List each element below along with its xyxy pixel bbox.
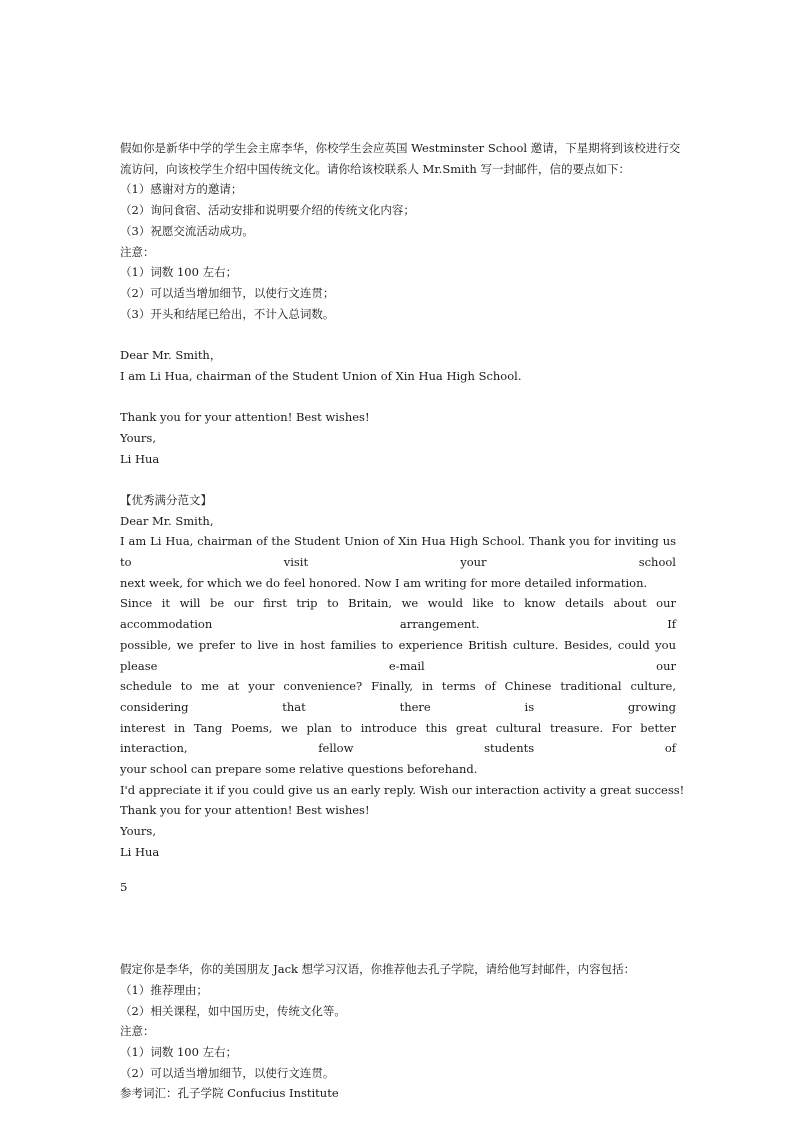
task1-note-2: （2）可以适当增加细节，以使行文连贯；: [120, 285, 335, 300]
sample-heading: 【优秀满分范文】: [120, 492, 212, 507]
task1-note-heading: 注意：: [120, 244, 155, 259]
spacer: [120, 386, 676, 407]
task1-point-3: （3）祝愿交流活动成功。: [120, 223, 254, 238]
letter-closing: Thank you for your attention! Best wishes!: [120, 410, 370, 425]
task2-point-2: （2）相关课程，如中国历史，传统文化等。: [120, 1003, 346, 1018]
sample-line: next week, for which we do feel honored. Now I am writing for more detailed information.: [120, 575, 648, 590]
sample-essay: [120, 490, 685, 863]
task2-note-1: （1）词数 100 左右；: [120, 1045, 238, 1060]
spacer: [120, 324, 676, 345]
task1-prompt-line: 流访问，向该校学生介绍中国传统文化。请你给该校联系人 Mr.Smith 写一封邮件，信的要点如下：: [120, 161, 630, 176]
task1-prompt: [120, 138, 681, 324]
document-page: [120, 138, 685, 1104]
task1-note-1: （1）词数 100 左右；: [120, 265, 238, 280]
task2-prompt: [120, 959, 676, 1104]
task2-vocab: 参考词汇：孔子学院 Confucius Institute: [120, 1086, 339, 1101]
letter-greeting: Dear Mr. Smith，: [120, 348, 222, 363]
sample-line: I'd appreciate it if you could give us an early reply. Wish our interaction activity a great success!: [120, 782, 685, 797]
sample-line: possible, we prefer to live in host families to experience British culture. Besides, could you please e-mail our: [120, 637, 676, 673]
task2-point-1: （1）推荐理由；: [120, 982, 208, 997]
question-number: 5: [120, 879, 128, 894]
letter-signature: Li Hua: [120, 451, 160, 466]
task1-prompt-line: 假如你是新华中学的学生会主席李华，你校学生会应英国 Westminster School 邀请，下星期将到该校进行交: [120, 141, 681, 155]
sample-line: schedule to me at your convenience? Finally, in terms of Chinese traditional culture, considering that there is growing: [120, 679, 676, 714]
task2-note-heading: 注意：: [120, 1024, 155, 1039]
sample-line: your school can prepare some relative questions beforehand.: [120, 762, 478, 777]
sample-line: Thank you for your attention! Best wishes!: [120, 803, 370, 818]
spacer: [120, 469, 676, 490]
sample-line: Yours,: [120, 824, 156, 839]
letter-signoff: Yours,: [120, 430, 156, 445]
sample-line: Since it will be our first trip to Britain, we would like to know details about our accommodation arrangement. If: [120, 596, 676, 632]
spacer: [120, 897, 676, 959]
sample-line: Li Hua: [120, 844, 160, 859]
sample-line: interest in Tang Poems, we plan to introduce this great cultural treasure. For better interaction, fellow students of: [120, 720, 676, 756]
task2-prompt-line: 假定你是李华，你的美国朋友 Jack 想学习汉语，你推荐他去孔子学院，请给他写封邮件，内容包括：: [120, 962, 636, 977]
sample-line: I am Li Hua, chairman of the Student Union of Xin Hua High School. Thank you for inviting us to visit your school: [120, 534, 676, 570]
task1-point-2: （2）询问食宿、活动安排和说明要介绍的传统文化内容；: [120, 203, 415, 218]
letter-opening: I am Li Hua, chairman of the Student Union of Xin Hua High School.: [120, 368, 522, 383]
task1-note-3: （3）开头和结尾已给出，不计入总词数。: [120, 306, 335, 321]
task1-point-1: （1）感谢对方的邀请；: [120, 182, 243, 197]
sample-line: Dear Mr. Smith,: [120, 513, 214, 528]
task2-note-2: （2）可以适当增加细节，以使行文连贯。: [120, 1065, 335, 1080]
letter-frame: [120, 345, 676, 469]
